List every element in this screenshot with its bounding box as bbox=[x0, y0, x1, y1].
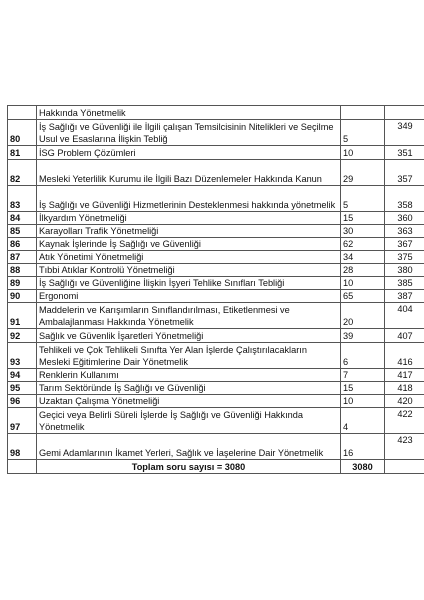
row-number: 87 bbox=[8, 251, 37, 264]
table-row bbox=[8, 160, 424, 186]
row-page-number: 357 bbox=[385, 160, 424, 186]
row-page-number: 416 bbox=[385, 343, 424, 369]
table-row bbox=[8, 369, 424, 382]
row-number: 92 bbox=[8, 329, 37, 343]
row-title: Tarım Sektöründe İş Sağlığı ve Güvenliği bbox=[37, 382, 341, 395]
row-page-number: 363 bbox=[385, 225, 424, 238]
table-row bbox=[8, 277, 424, 290]
row-question-count: 6 bbox=[341, 343, 385, 369]
row-number: 95 bbox=[8, 382, 37, 395]
row-question-count: 5 bbox=[341, 120, 385, 146]
row-page-number: 418 bbox=[385, 382, 424, 395]
table-row bbox=[8, 120, 424, 146]
table-row bbox=[8, 238, 424, 251]
row-number: 84 bbox=[8, 212, 37, 225]
table-row bbox=[8, 343, 424, 369]
row-title: İş Sağlığı ve Güvenliği ile İlgili çalışan Temsilcisinin Nitelikleri ve Seçilme Usul ve Esaslarına İlişkin Tebliğ bbox=[37, 120, 341, 146]
row-question-count: 16 bbox=[341, 434, 385, 460]
row-page-number: 351 bbox=[385, 146, 424, 160]
row-title: Maddelerin ve Karışımların Sınıflandırılması, Etiketlenmesi ve Ambalajlanması Hakkında Yönetmelik bbox=[37, 303, 341, 329]
row-page-number bbox=[385, 106, 424, 120]
row-title: Geçici veya Belirli Süreli İşlerde İş Sağlığı ve Güvenliği Hakkında Yönetmelik bbox=[37, 408, 341, 434]
row-page-number: 380 bbox=[385, 264, 424, 277]
table-row bbox=[8, 106, 424, 120]
table-row bbox=[8, 290, 424, 303]
row-title: İSG Problem Çözümleri bbox=[37, 146, 341, 160]
row-number: 80 bbox=[8, 120, 37, 146]
row-page-number: 387 bbox=[385, 290, 424, 303]
row-number: 97 bbox=[8, 408, 37, 434]
row-title: Renklerin Kullanımı bbox=[37, 369, 341, 382]
table-row bbox=[8, 186, 424, 212]
row-title: Uzaktan Çalışma Yönetmeliği bbox=[37, 395, 341, 408]
total-value: 3080 bbox=[341, 460, 385, 474]
table-row bbox=[8, 146, 424, 160]
total-row bbox=[8, 460, 424, 474]
row-page-number: 349 bbox=[385, 120, 424, 146]
table-row bbox=[8, 251, 424, 264]
row-number: 82 bbox=[8, 160, 37, 186]
table-row bbox=[8, 303, 424, 329]
row-question-count: 28 bbox=[341, 264, 385, 277]
row-title: Sağlık ve Güvenlik İşaretleri Yönetmeliği bbox=[37, 329, 341, 343]
row-title: İş Sağlığı ve Güvenliğine İlişkin İşyeri Tehlike Sınıfları Tebliği bbox=[37, 277, 341, 290]
table-body bbox=[8, 106, 424, 460]
row-number: 93 bbox=[8, 343, 37, 369]
row-title: Mesleki Yeterlilik Kurumu ile İlgili Bazı Düzenlemeler Hakkında Kanun bbox=[37, 160, 341, 186]
row-number: 88 bbox=[8, 264, 37, 277]
row-question-count: 10 bbox=[341, 146, 385, 160]
row-page-number: 385 bbox=[385, 277, 424, 290]
row-question-count: 15 bbox=[341, 382, 385, 395]
row-question-count: 39 bbox=[341, 329, 385, 343]
row-page-number: 422 bbox=[385, 408, 424, 434]
row-question-count: 34 bbox=[341, 251, 385, 264]
row-question-count: 20 bbox=[341, 303, 385, 329]
row-number: 83 bbox=[8, 186, 37, 212]
row-question-count bbox=[341, 106, 385, 120]
row-number: 86 bbox=[8, 238, 37, 251]
table-row bbox=[8, 212, 424, 225]
row-number: 96 bbox=[8, 395, 37, 408]
row-number: 98 bbox=[8, 434, 37, 460]
row-question-count: 15 bbox=[341, 212, 385, 225]
row-question-count: 7 bbox=[341, 369, 385, 382]
row-title: İlkyardım Yönetmeliği bbox=[37, 212, 341, 225]
row-page-number: 404 bbox=[385, 303, 424, 329]
table-row bbox=[8, 434, 424, 460]
total-empty-cell bbox=[8, 460, 37, 474]
row-number: 81 bbox=[8, 146, 37, 160]
row-page-number: 420 bbox=[385, 395, 424, 408]
table-row bbox=[8, 329, 424, 343]
row-question-count: 62 bbox=[341, 238, 385, 251]
row-page-number: 367 bbox=[385, 238, 424, 251]
row-title: İş Sağlığı ve Güvenliği Hizmetlerinin Desteklenmesi hakkında yönetmelik bbox=[37, 186, 341, 212]
total-page-empty-cell bbox=[385, 460, 424, 474]
row-question-count: 10 bbox=[341, 277, 385, 290]
table-row bbox=[8, 264, 424, 277]
row-title: Tıbbi Atıklar Kontrolü Yönetmeliği bbox=[37, 264, 341, 277]
row-number: 91 bbox=[8, 303, 37, 329]
row-number: 90 bbox=[8, 290, 37, 303]
row-number: 85 bbox=[8, 225, 37, 238]
total-label: Toplam soru sayısı = 3080 bbox=[37, 460, 341, 474]
row-page-number: 407 bbox=[385, 329, 424, 343]
row-page-number: 423 bbox=[385, 434, 424, 460]
row-page-number: 360 bbox=[385, 212, 424, 225]
row-number: 89 bbox=[8, 277, 37, 290]
row-question-count: 5 bbox=[341, 186, 385, 212]
row-title: Karayolları Trafik Yönetmeliği bbox=[37, 225, 341, 238]
row-number bbox=[8, 106, 37, 120]
row-question-count: 10 bbox=[341, 395, 385, 408]
row-question-count: 30 bbox=[341, 225, 385, 238]
row-title: Tehlikeli ve Çok Tehlikeli Sınıfta Yer Alan İşlerde Çalıştırılacakların Mesleki Eğitimlerine Dair Yönetmelik bbox=[37, 343, 341, 369]
row-question-count: 29 bbox=[341, 160, 385, 186]
table-row bbox=[8, 225, 424, 238]
table-row bbox=[8, 395, 424, 408]
row-title: Kaynak İşlerinde İş Sağlığı ve Güvenliği bbox=[37, 238, 341, 251]
row-page-number: 375 bbox=[385, 251, 424, 264]
row-question-count: 4 bbox=[341, 408, 385, 434]
row-title: Hakkında Yönetmelik bbox=[37, 106, 341, 120]
row-page-number: 358 bbox=[385, 186, 424, 212]
question-count-table bbox=[7, 105, 424, 474]
row-question-count: 65 bbox=[341, 290, 385, 303]
table-row bbox=[8, 382, 424, 395]
row-page-number: 417 bbox=[385, 369, 424, 382]
row-title: Gemi Adamlarının İkamet Yerleri, Sağlık ve İaşelerine Dair Yönetmelik bbox=[37, 434, 341, 460]
table-row bbox=[8, 408, 424, 434]
row-title: Atık Yönetimi Yönetmeliği bbox=[37, 251, 341, 264]
row-title: Ergonomi bbox=[37, 290, 341, 303]
row-number: 94 bbox=[8, 369, 37, 382]
